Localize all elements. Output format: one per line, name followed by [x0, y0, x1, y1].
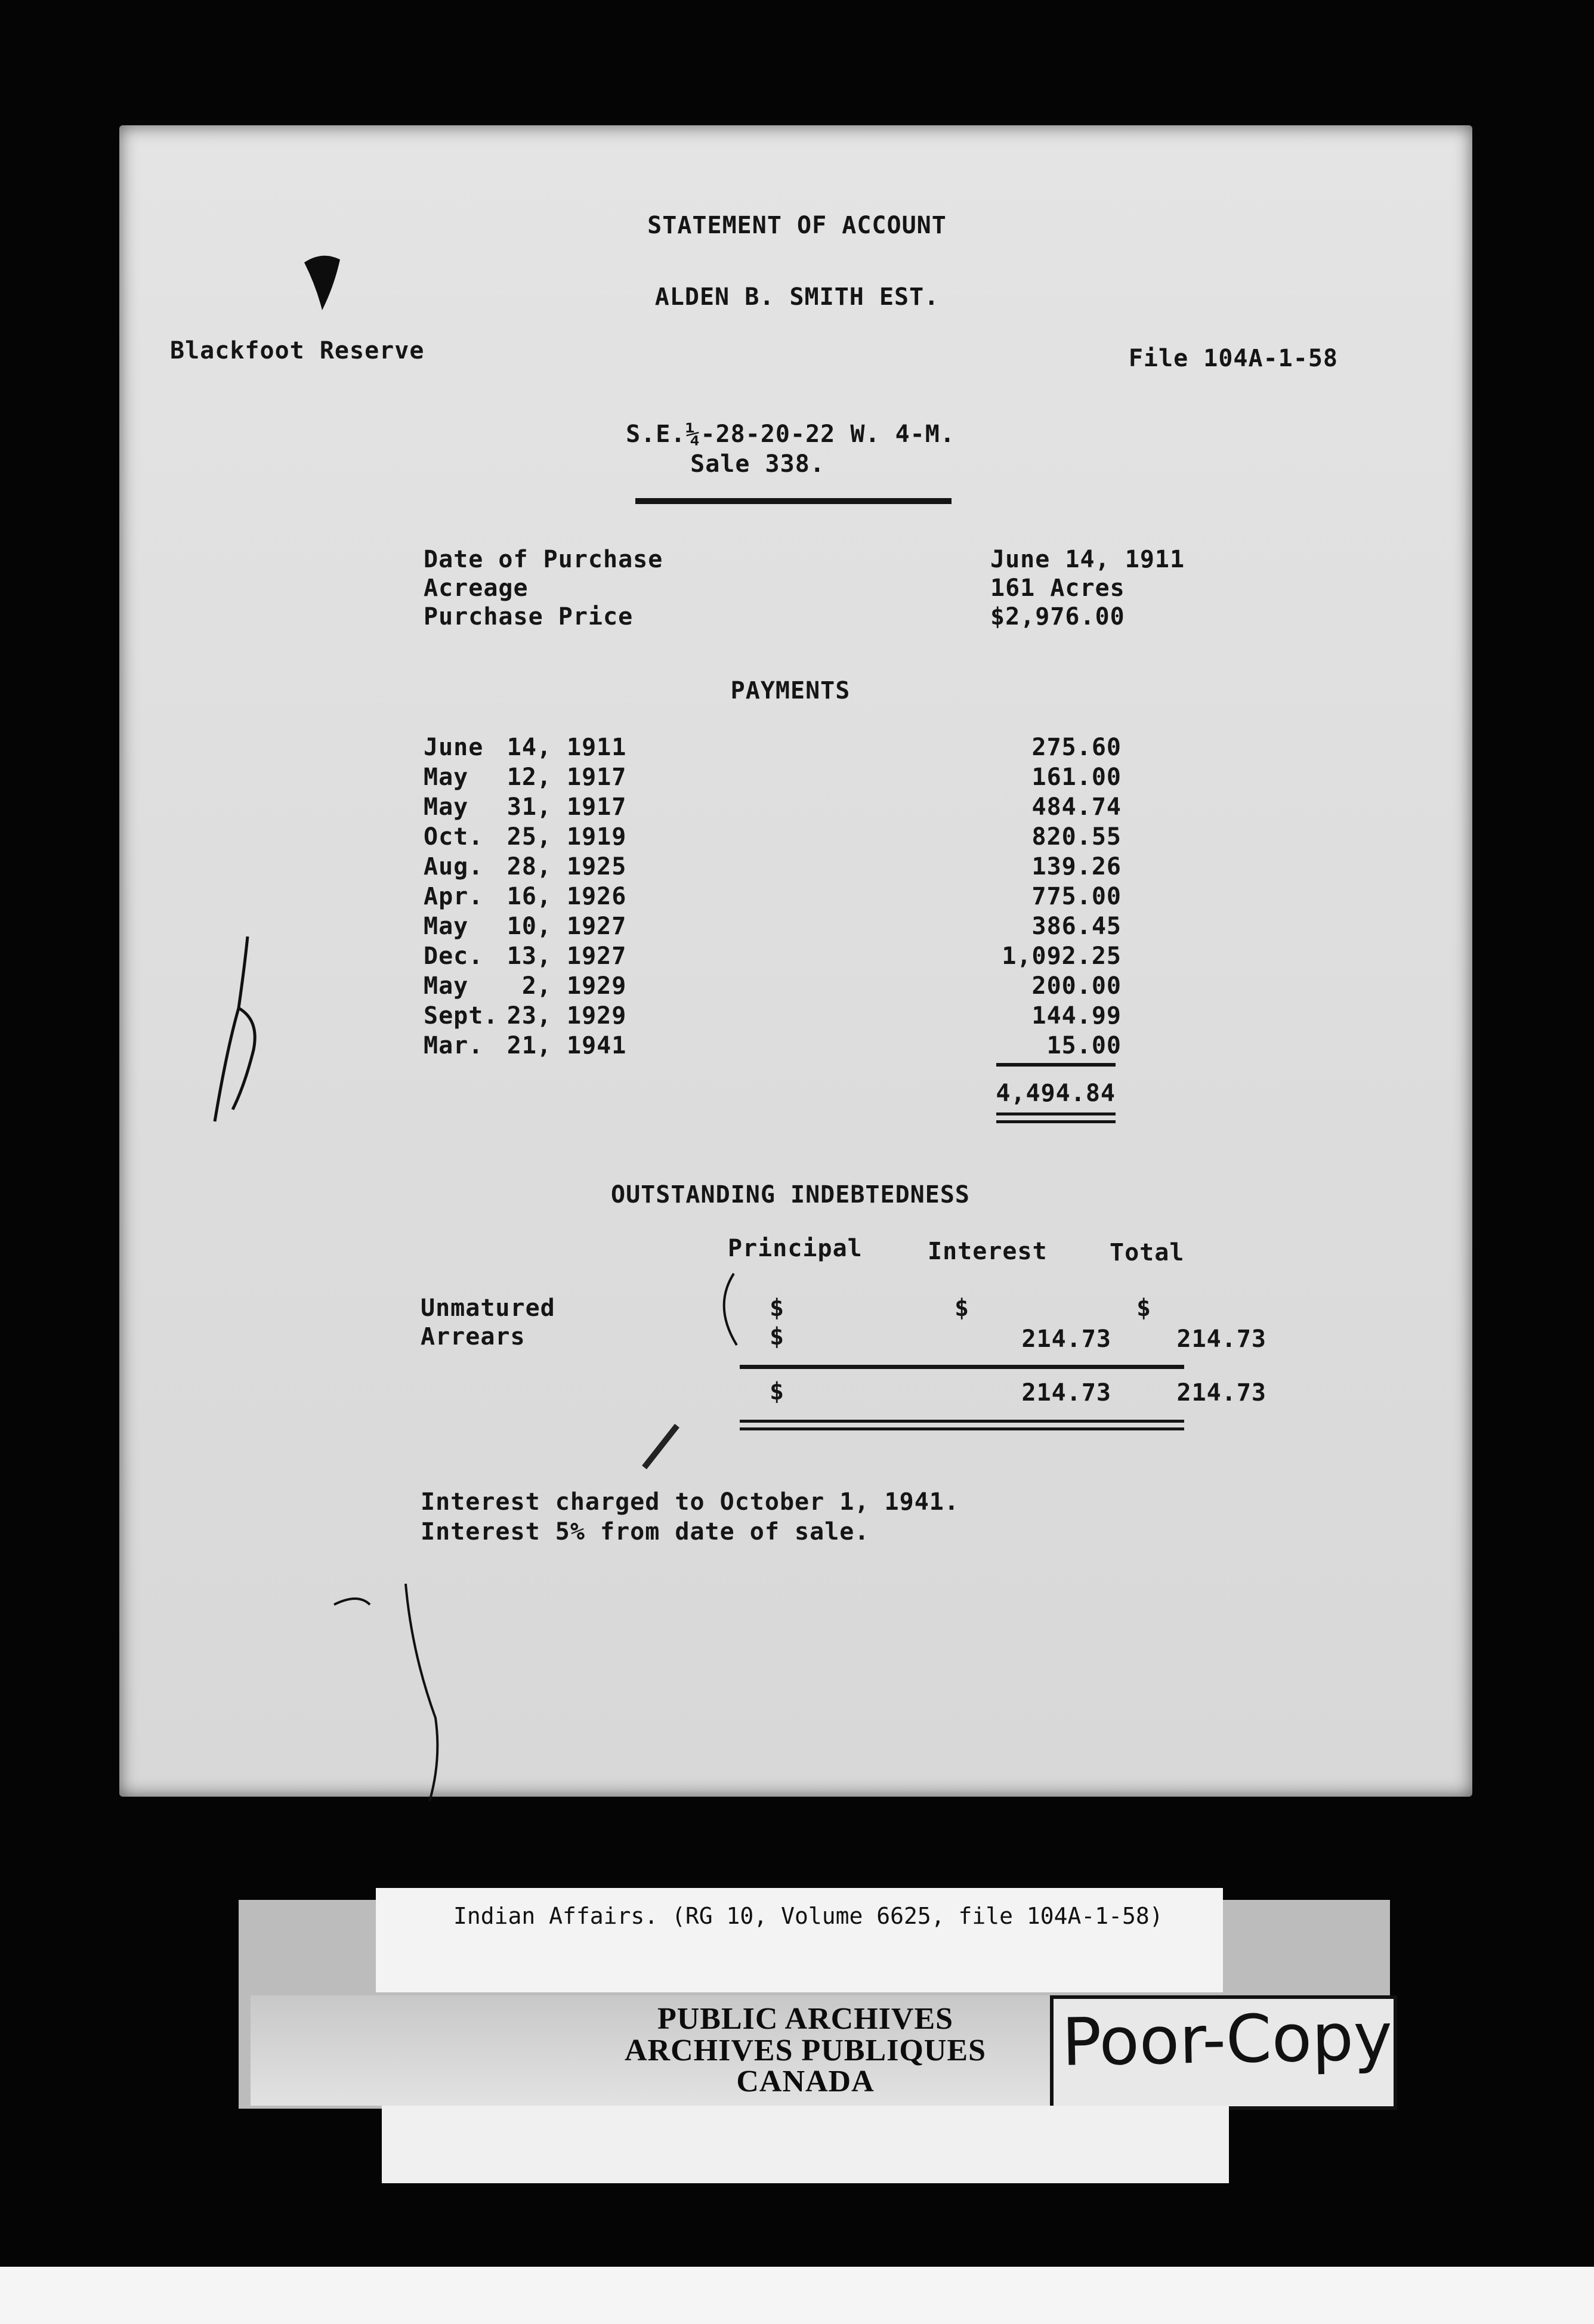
- payment-year: 1919: [567, 823, 627, 851]
- payment-day: 14,: [506, 734, 552, 761]
- total-double-rule-bottom: [996, 1120, 1116, 1123]
- payment-day: 13,: [506, 942, 552, 970]
- payment-month: June: [424, 734, 484, 761]
- base-edge: [0, 2267, 1594, 2324]
- list-item: [424, 823, 1122, 853]
- payments-list: [424, 734, 1122, 1068]
- sale-number: Sale 338.: [690, 450, 825, 478]
- payment-day: 31,: [506, 793, 552, 821]
- summary-value: June 14, 1911: [990, 546, 1185, 573]
- payment-day: 10,: [506, 913, 552, 940]
- lower-card: [382, 2106, 1229, 2183]
- payment-day: 25,: [506, 823, 552, 851]
- list-item: [424, 942, 1122, 972]
- totals-principal: $: [770, 1378, 785, 1405]
- arrears-principal: $: [770, 1323, 785, 1350]
- purchase-summary: [424, 546, 1247, 647]
- payment-year: 1927: [567, 913, 627, 940]
- payment-year: 1917: [567, 764, 627, 791]
- payment-amount: 275.60: [1031, 734, 1122, 761]
- column-header-interest: Interest: [928, 1238, 1048, 1265]
- payment-year: 1911: [567, 734, 627, 761]
- archive-stamp-line: CANADA: [736, 2065, 875, 2099]
- list-item: [424, 1032, 1122, 1062]
- payments-total: 4,494.84: [996, 1080, 1116, 1107]
- archive-stamp-line: PUBLIC ARCHIVES: [657, 2002, 954, 2036]
- row-label-arrears: Arrears: [421, 1323, 526, 1350]
- summary-label: Acreage: [424, 574, 529, 602]
- summary-label: Date of Purchase: [424, 546, 663, 573]
- unmatured-principal: $: [770, 1294, 785, 1322]
- list-item: [424, 883, 1122, 913]
- list-item: [424, 764, 1122, 793]
- payment-day: 2,: [521, 972, 552, 1000]
- unmatured-interest: $: [954, 1294, 970, 1322]
- bracket-mark: [710, 1271, 746, 1348]
- outstanding-heading: OUTSTANDING INDEBTEDNESS: [611, 1181, 970, 1209]
- payment-day: 16,: [506, 883, 552, 910]
- account-name: ALDEN B. SMITH EST.: [654, 283, 940, 311]
- column-header-principal: Principal: [728, 1235, 863, 1262]
- pencil-mark: [203, 931, 268, 1127]
- payment-month: Sept.: [424, 1002, 499, 1030]
- payment-year: 1917: [567, 793, 627, 821]
- statement-title: STATEMENT OF ACCOUNT: [647, 212, 947, 239]
- payment-year: 1927: [567, 942, 627, 970]
- totals-total: 214.73: [1176, 1379, 1266, 1407]
- arrears-total: 214.73: [1176, 1325, 1266, 1353]
- payment-month: Apr.: [424, 883, 484, 910]
- payment-month: May: [424, 793, 469, 821]
- table-total-rule-bottom: [740, 1427, 1184, 1430]
- payment-year: 1929: [567, 1002, 627, 1030]
- payment-amount: 139.26: [1031, 853, 1122, 880]
- payments-heading: PAYMENTS: [730, 677, 851, 704]
- unmatured-total: $: [1136, 1294, 1152, 1322]
- table-subtotal-rule: [740, 1365, 1184, 1369]
- document-sheet: [119, 125, 1472, 1797]
- payment-amount: 144.99: [1031, 1002, 1122, 1030]
- heading-rule: [635, 498, 952, 504]
- payment-month: May: [424, 764, 469, 791]
- subtotal-rule: [996, 1063, 1116, 1067]
- payment-amount: 161.00: [1031, 764, 1122, 791]
- payment-month: May: [424, 972, 469, 1000]
- note-interest-rate: Interest 5% from date of sale.: [421, 1518, 870, 1546]
- payment-year: 1926: [567, 883, 627, 910]
- payment-month: Dec.: [424, 942, 484, 970]
- payment-year: 1941: [567, 1032, 627, 1059]
- payment-month: Mar.: [424, 1032, 484, 1059]
- list-item: [424, 972, 1122, 1002]
- note-interest-charged: Interest charged to October 1, 1941.: [421, 1488, 959, 1516]
- payment-year: 1925: [567, 853, 627, 880]
- arrears-interest: 214.73: [1021, 1325, 1111, 1353]
- payment-amount: 386.45: [1031, 913, 1122, 940]
- totals-interest: 214.73: [1021, 1379, 1111, 1407]
- list-item: [424, 1002, 1122, 1032]
- column-header-total: Total: [1110, 1239, 1185, 1266]
- payment-amount: 820.55: [1031, 823, 1122, 851]
- land-description: S.E.¼-28-20-22 W. 4-M.: [626, 421, 955, 448]
- payment-year: 1929: [567, 972, 627, 1000]
- total-double-rule-top: [996, 1112, 1116, 1115]
- payment-amount: 200.00: [1031, 972, 1122, 1000]
- payment-month: Oct.: [424, 823, 484, 851]
- pencil-stroke: [638, 1420, 686, 1473]
- table-total-rule-top: [740, 1420, 1184, 1423]
- file-number: File 104A-1-58: [1128, 345, 1338, 372]
- payment-amount: 15.00: [1046, 1032, 1122, 1059]
- pencil-curve: [322, 1581, 441, 1807]
- list-item: [424, 853, 1122, 883]
- archive-stamp-line: ARCHIVES PUBLIQUES: [624, 2034, 987, 2068]
- citation-text: Indian Affairs. (RG 10, Volume 6625, file 104A-1-58): [453, 1903, 1163, 1929]
- payment-day: 28,: [506, 853, 552, 880]
- payment-amount: 484.74: [1031, 793, 1122, 821]
- payment-month: Aug.: [424, 853, 484, 880]
- summary-value: 161 Acres: [990, 574, 1125, 602]
- ink-blot-mark: [298, 251, 346, 316]
- summary-value: $2,976.00: [990, 603, 1125, 631]
- list-item: [424, 913, 1122, 942]
- list-item: [424, 734, 1122, 764]
- poor-copy-label: Poor-Copy: [1061, 1998, 1393, 2081]
- list-item: [424, 793, 1122, 823]
- payment-amount: 1,092.25: [1002, 942, 1122, 970]
- payment-day: 21,: [506, 1032, 552, 1059]
- summary-label: Purchase Price: [424, 603, 634, 631]
- row-label-unmatured: Unmatured: [421, 1294, 555, 1322]
- payment-amount: 775.00: [1031, 883, 1122, 910]
- payment-day: 23,: [506, 1002, 552, 1030]
- payment-month: May: [424, 913, 469, 940]
- reserve-name: Blackfoot Reserve: [170, 337, 425, 364]
- payment-day: 12,: [506, 764, 552, 791]
